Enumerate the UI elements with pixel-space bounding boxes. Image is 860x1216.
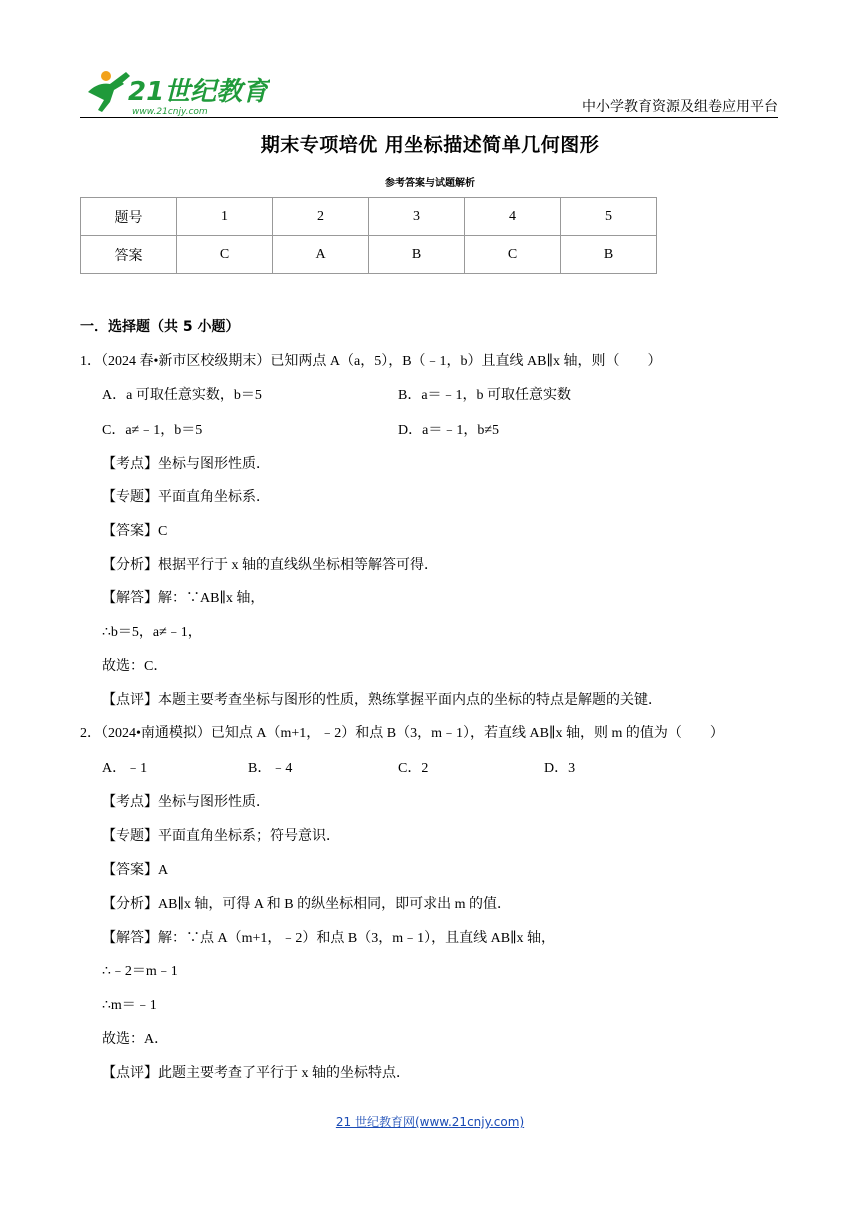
question-1-option-c: C．a≠﹣1，b＝5 xyxy=(102,423,203,438)
table-row xyxy=(81,198,657,236)
question-2-option-d: D．3 xyxy=(544,761,576,776)
footer-link[interactable]: 21 世纪教育网(www.21cnjy.com) xyxy=(335,1115,525,1129)
question-2-answer: 【答案】A xyxy=(102,863,169,878)
question-2-option-c: C．2 xyxy=(398,761,429,776)
question-1-comment: 【点评】本题主要考查坐标与图形的性质，熟练掌握平面内点的坐标的特点是解题的关键． xyxy=(102,693,662,708)
question-1-stem: 1．（2024 春•新市区校级期末）已知两点 A（a，5），B（﹣1，b）且直线 AB∥x 轴，则（ ） xyxy=(80,354,662,369)
question-2-solution: 【解答】解：∵点 A（m+1，﹣2）和点 B（3，m﹣1），且直线 AB∥x 轴， xyxy=(102,931,556,946)
table-cell: 4 xyxy=(465,198,561,236)
svg-text:21世纪教育: 21世纪教育 xyxy=(128,77,269,107)
header-divider xyxy=(80,117,778,118)
page-subtitle: 参考答案与试题解析 xyxy=(385,178,475,189)
table-cell: A xyxy=(273,236,369,274)
table-cell: 2 xyxy=(273,198,369,236)
answer-table xyxy=(80,197,657,274)
table-row xyxy=(81,236,657,274)
question-2-step: ∴﹣2＝m﹣1 xyxy=(102,964,178,979)
svg-text:www.21cnjy.com: www.21cnjy.com xyxy=(132,107,208,117)
question-2-stem: 2．（2024•南通模拟）已知点 A（m+1，﹣2）和点 B（3，m﹣1），若直线 AB∥x 轴，则 m 的值为（ ） xyxy=(80,726,724,741)
table-cell: 3 xyxy=(369,198,465,236)
question-1-choice: 故选：C． xyxy=(102,659,168,674)
question-1-option-b: B．a＝﹣1，b 可取任意实数 xyxy=(398,388,572,403)
table-cell: B xyxy=(369,236,465,274)
table-cell: C xyxy=(177,236,273,274)
question-1-option-d: D．a＝﹣1，b≠5 xyxy=(398,423,500,438)
question-2-option-b: B．﹣4 xyxy=(248,761,293,776)
question-2-step: ∴m＝﹣1 xyxy=(102,998,157,1013)
question-2-option-a: A．﹣1 xyxy=(102,761,148,776)
table-cell: 5 xyxy=(561,198,657,236)
question-2-analysis: 【分析】AB∥x 轴，可得 A 和 B 的纵坐标相同，即可求出 m 的值． xyxy=(102,897,511,912)
page-title: 期末专项培优 用坐标描述简单几何图形 xyxy=(260,134,600,156)
table-cell: C xyxy=(465,236,561,274)
question-1-answer: 【答案】C xyxy=(102,524,168,539)
table-cell: B xyxy=(561,236,657,274)
logo xyxy=(80,62,270,118)
question-1-option-a: A．a 可取任意实数，b＝5 xyxy=(102,388,262,403)
table-cell: 答案 xyxy=(81,236,177,274)
question-1-zhuanti: 【专题】平面直角坐标系． xyxy=(102,490,270,505)
question-1-solution: 【解答】解：∵AB∥x 轴， xyxy=(102,591,265,606)
table-cell: 1 xyxy=(177,198,273,236)
question-1-step: ∴b＝5，a≠﹣1， xyxy=(102,625,202,640)
page-header xyxy=(80,62,778,118)
question-1-analysis: 【分析】根据平行于 x 轴的直线纵坐标相等解答可得． xyxy=(102,558,438,573)
question-2-comment: 【点评】此题主要考查了平行于 x 轴的坐标特点． xyxy=(102,1066,410,1081)
question-2-choice: 故选：A． xyxy=(102,1032,169,1047)
section-title: 一．选择题（共 5 小题） xyxy=(80,319,240,335)
question-2-kaodian: 【考点】坐标与图形性质． xyxy=(102,795,270,810)
question-2-zhuanti: 【专题】平面直角坐标系；符号意识． xyxy=(102,829,340,844)
table-cell: 题号 xyxy=(81,198,177,236)
question-1-kaodian: 【考点】坐标与图形性质． xyxy=(102,457,270,472)
platform-label: 中小学教育资源及组卷应用平台 xyxy=(582,99,778,115)
